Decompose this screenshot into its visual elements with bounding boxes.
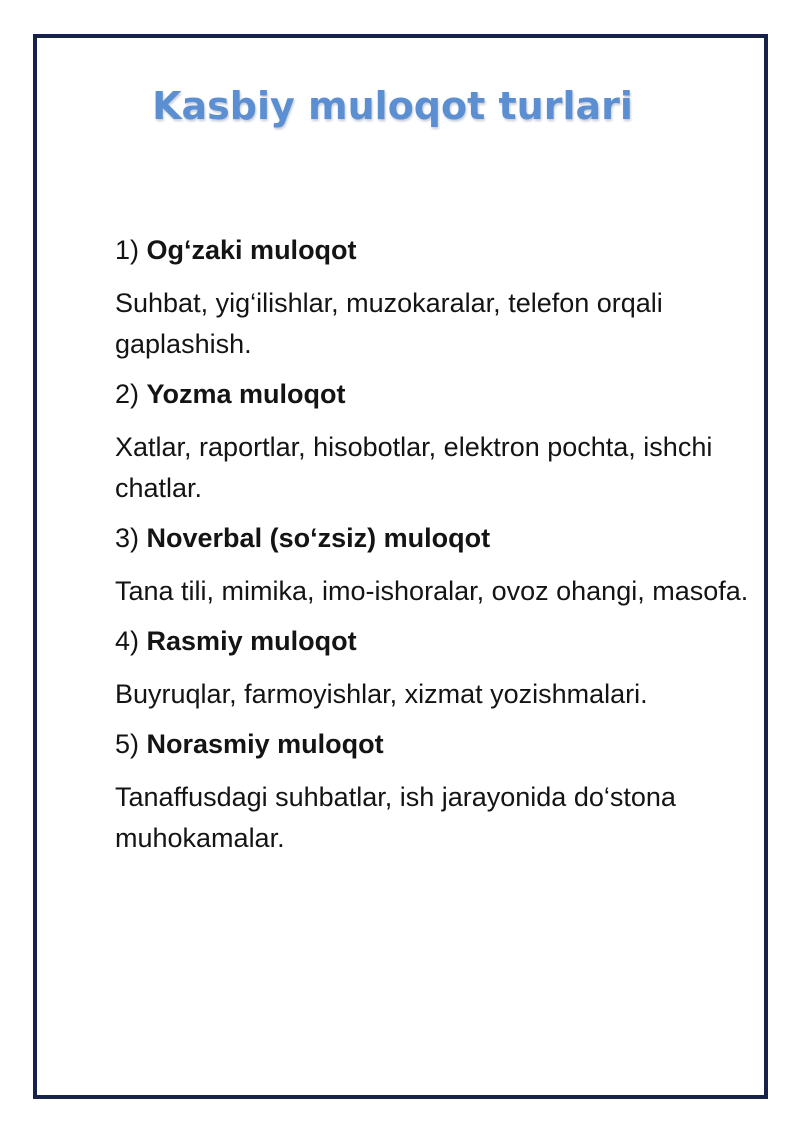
section-number: 3) <box>115 523 140 553</box>
section-number: 4) <box>115 626 140 656</box>
section-name: Norasmiy muloqot <box>146 729 384 759</box>
page-title: Kasbiy muloqot turlari <box>152 84 633 128</box>
section-number: 5) <box>115 729 140 759</box>
section-heading <box>115 376 755 412</box>
section-description: Buyruqlar, farmoyishlar, xizmat yozishmalari. <box>115 679 648 709</box>
section-heading <box>115 726 755 762</box>
list-item-formal <box>115 623 755 715</box>
section-name: Og‘zaki muloqot <box>146 235 357 265</box>
content-list <box>115 232 755 870</box>
list-item-written <box>115 376 755 509</box>
section-description: Xatlar, raportlar, hisobotlar, elektron pochta, ishchi chatlar. <box>115 432 713 503</box>
section-name: Yozma muloqot <box>146 379 346 409</box>
list-item-nonverbal <box>115 520 755 612</box>
section-description: Tanaffusdagi suhbatlar, ish jarayonida do‘stona muhokamalar. <box>115 782 676 853</box>
section-heading <box>115 232 755 268</box>
section-number: 1) <box>115 235 140 265</box>
list-item-oral <box>115 232 755 365</box>
list-item-informal <box>115 726 755 859</box>
section-number: 2) <box>115 379 140 409</box>
section-heading <box>115 520 755 556</box>
section-description: Tana tili, mimika, imo-ishoralar, ovoz ohangi, masofa. <box>115 576 749 606</box>
section-heading <box>115 623 755 659</box>
section-description: Suhbat, yig‘ilishlar, muzokaralar, telefon orqali gaplashish. <box>115 288 663 359</box>
section-name: Noverbal (so‘zsiz) muloqot <box>146 523 491 553</box>
section-name: Rasmiy muloqot <box>146 626 357 656</box>
